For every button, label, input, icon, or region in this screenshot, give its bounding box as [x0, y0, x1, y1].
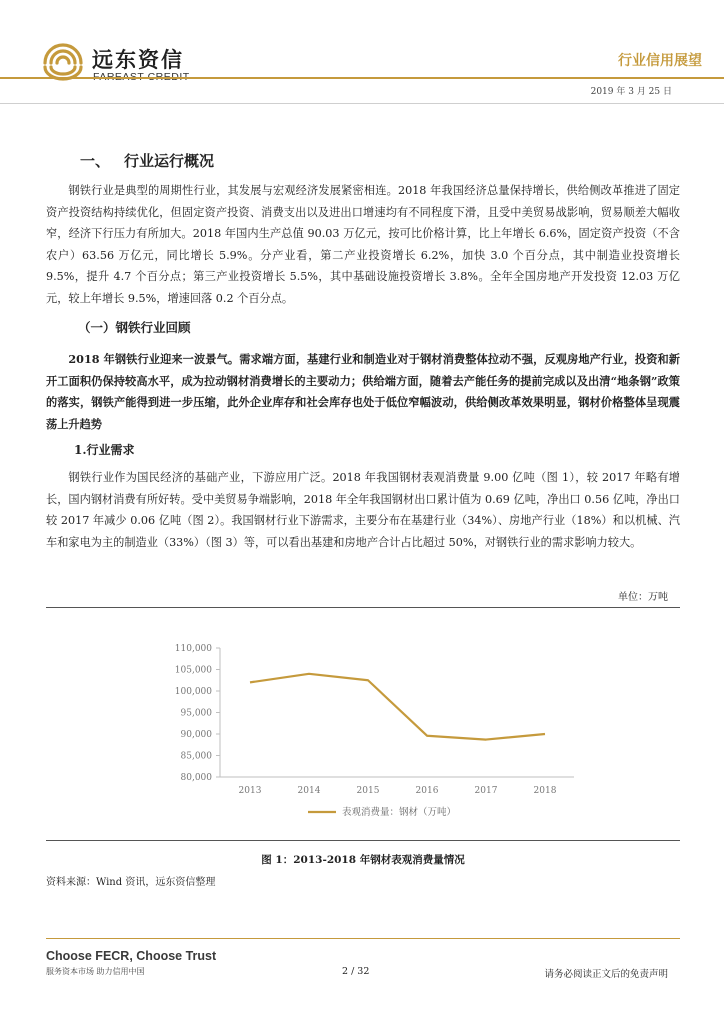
x-tick-label: 2017 [474, 786, 498, 796]
x-tick-label: 2018 [533, 786, 557, 796]
series-line-consumption [250, 674, 545, 740]
section-number: 一、 [80, 152, 111, 170]
report-date: 2019 年 3 月 25 日 [590, 87, 672, 97]
footer-slogan: 服务资本市场 助力信用中国 [46, 967, 145, 976]
overview-paragraph: 钢铁行业是典型的周期性行业，其发展与宏观经济发展紧密相连。2018 年我国经济总量保持增长，供给侧改革推进了固定资产投资结构持续优化，但固定资产投资、消费支出以及进出口增速均有不同程度下滑，且受中美贸易战影响，贸易顺差大幅收窄，经济下行压力有所加大。2018 年国内生产总值 90.03 万亿元，按可比价格计算，比上年增长 6.6%，固定资产投资（不含农户）63.56 万亿元，同比增长 5.9%。分产业看，第二产业投资增长 6.2%，加快 3.0 个百分点，其中制造业投资增长 9.5%，提升 4.7 个百分点；第三产业投资增长 5.5%，其中基础设施投资增长 3.8%。全年全国房地产开发投资 12.03 万亿元，较上年增长 9.5%，增速回落 0.2 个百分点。 [46, 184, 680, 305]
fareast-credit-logo-icon [40, 42, 86, 82]
y-tick-label: 90,000 [180, 730, 212, 740]
footer-brand: Choose FECR, Choose Trust [46, 949, 217, 963]
header-divider-thin [0, 103, 724, 104]
review-summary-paragraph: 2018 年钢铁行业迎来一波景气。需求端方面，基建行业和制造业对于钢材消费整体拉动不强，反观房地产行业，投资和新开工面积仍保持较高水平，成为拉动钢材消费增长的主要动力；供给端方面，随着去产能任务的提前完成以及出清“地条钢”政策的落实，钢铁产能得到进一步压缩，此外企业库存和社会库存也处于低位窄幅波动，供给侧改革效果明显，钢材价格整体呈现震荡上升趋势 [46, 352, 680, 431]
x-tick-label: 2015 [356, 786, 380, 796]
footer-divider [46, 938, 680, 939]
report-type: 行业信用展望 [618, 53, 702, 69]
page-number: 2 / 32 [342, 966, 370, 977]
x-tick-label: 2013 [238, 786, 262, 796]
y-tick-label: 85,000 [180, 751, 212, 762]
section-heading [80, 150, 214, 171]
x-tick-label: 2014 [297, 786, 321, 796]
figure-caption: 图 1：2013-2018 年钢材表观消费量情况 [261, 854, 465, 866]
disclaimer-note: 请务必阅读正文后的免责声明 [544, 969, 668, 980]
demand-paragraph: 钢铁行业作为国民经济的基础产业，下游应用广泛。2018 年我国钢材表观消费量 9.00 亿吨（图 1），较 2017 年略有增长，国内钢材消费有所好转。受中美贸易争端影响，2018 年全年我国钢材出口累计值为 0.69 亿吨，净出口 0.56 亿吨，净出口较 2017 年减少 0.06 亿吨（图 2）。我国钢材行业下游需求，主要分布在基建行业（34%）、房地产行业（18%）和以机械、汽车和家电为主的制造业（33%）（图 3）等，可以看出基建和房地产合计占比超过 50%，对钢铁行业的需求影响力较大。 [46, 471, 680, 549]
y-tick-label: 105,000 [174, 665, 212, 676]
y-tick-label: 100,000 [174, 687, 212, 697]
chart-canvas [46, 608, 680, 840]
demand-heading: 1.行业需求 [74, 443, 135, 457]
logo-chinese-name: 远东资信 [92, 48, 184, 72]
x-tick-label: 2016 [415, 786, 439, 796]
legend-label: 表观消费量：钢材（万吨） [342, 807, 457, 818]
header-divider [0, 77, 724, 79]
y-tick-label: 110,000 [174, 644, 212, 654]
section-title: 行业运行概况 [124, 152, 215, 170]
chart-unit: 单位：万吨 [618, 592, 668, 603]
y-tick-label: 80,000 [180, 773, 212, 783]
subsection-heading: （一）钢铁行业回顾 [78, 320, 191, 335]
y-tick-label: 95,000 [180, 708, 212, 719]
steel-consumption-chart [46, 607, 680, 841]
figure-source: 资料来源：Wind 资讯，远东资信整理 [46, 877, 216, 888]
